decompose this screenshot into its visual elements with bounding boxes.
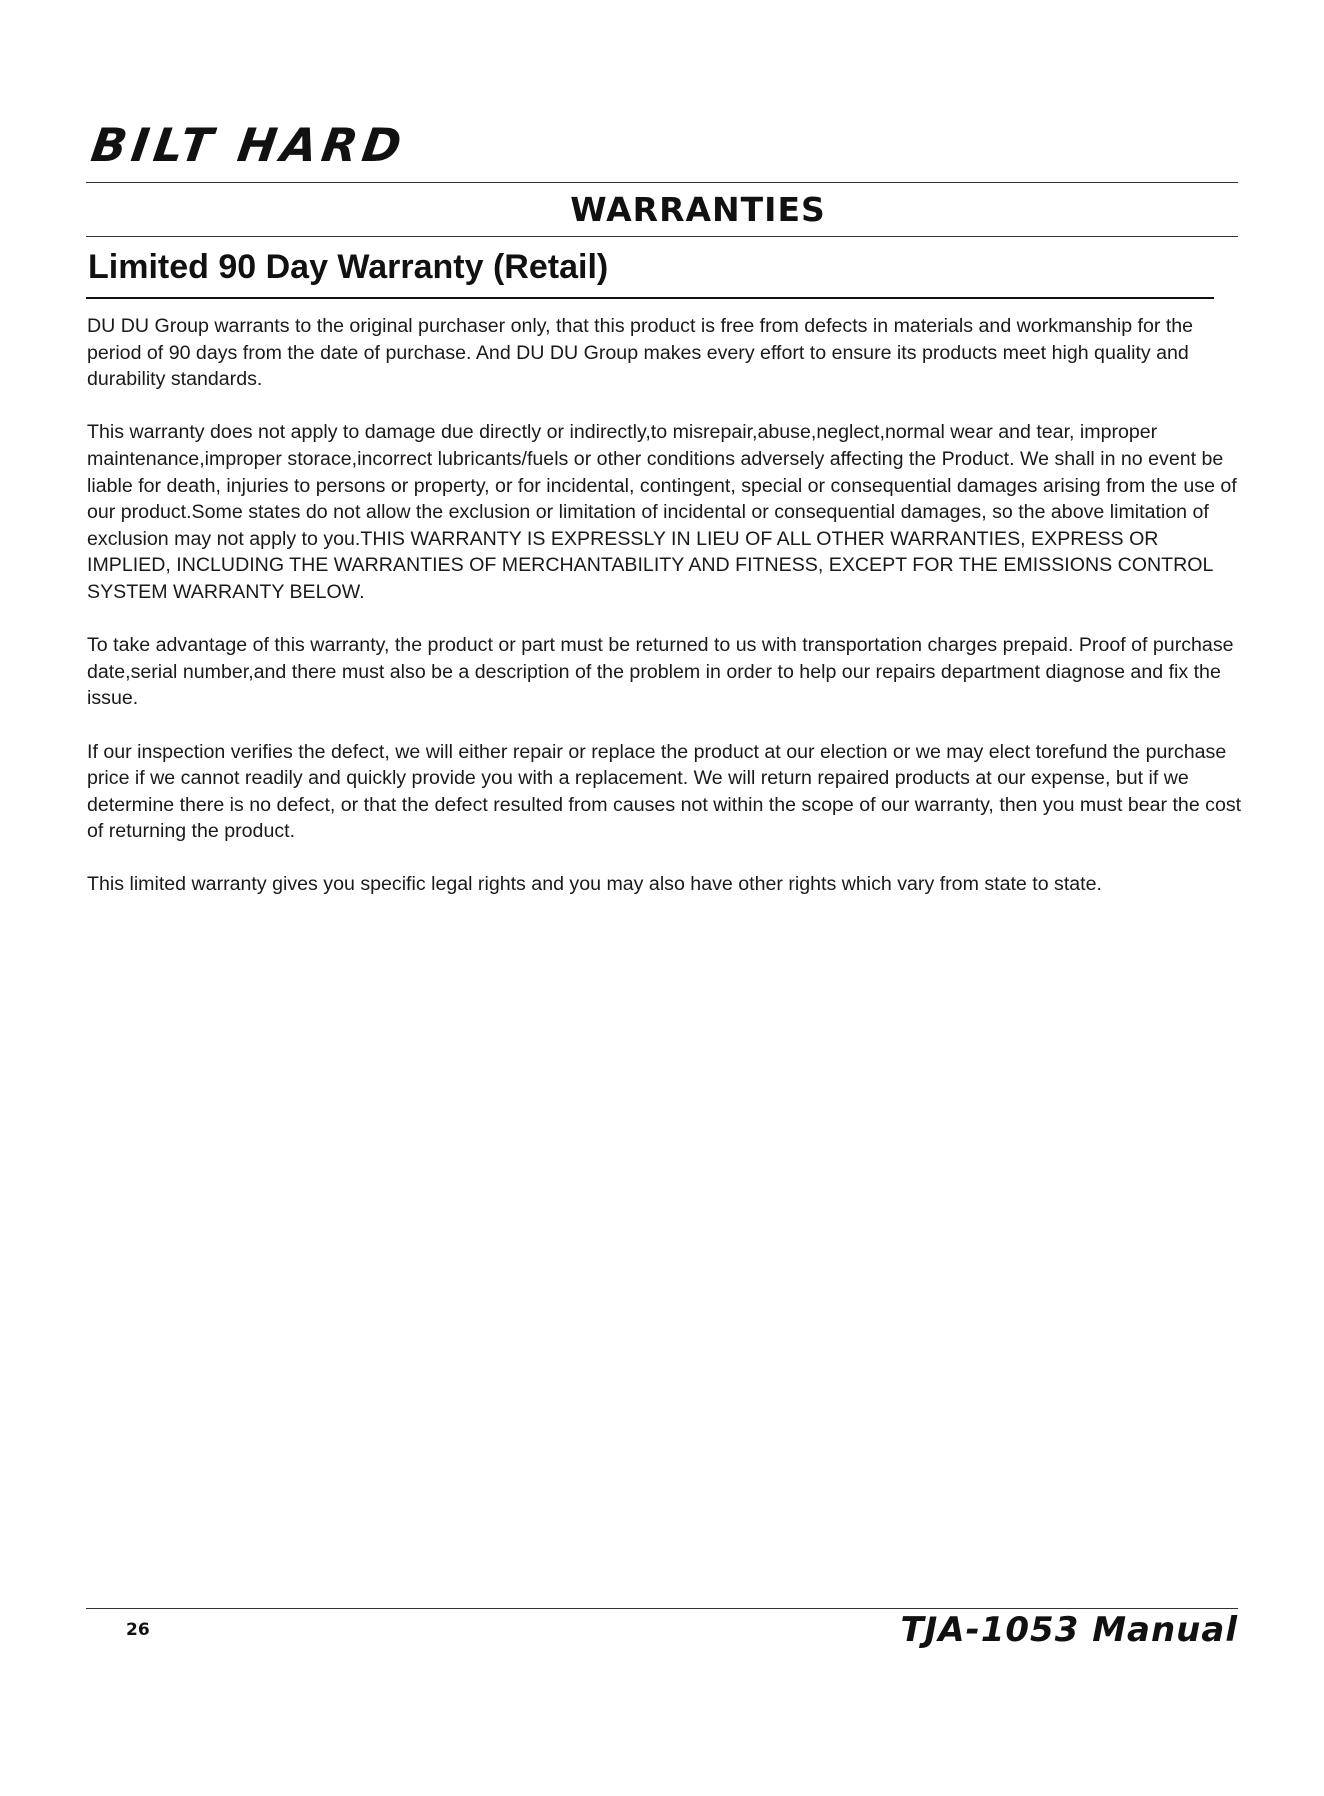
footer-divider (86, 1608, 1238, 1609)
brand-logo: BILT HARD (88, 118, 410, 172)
header-divider-bottom (86, 236, 1238, 237)
page-number: 26 (126, 1620, 150, 1640)
warranty-title: Limited 90 Day Warranty (Retail) (88, 248, 609, 286)
section-title: WARRANTIES (570, 190, 826, 229)
warranty-paragraph: To take advantage of this warranty, the product or part must be returned to us with transportation charges prepaid. Proof of purchase date,serial number,and there must also be a description of the problem in order to help our repairs department diagnose and fix the issue. (87, 634, 1234, 710)
warranty-body (87, 313, 1247, 925)
warranty-paragraph: This limited warranty gives you specific legal rights and you may also have other rights which vary from state to state. (87, 873, 1102, 896)
warranty-paragraph: If our inspection verifies the defect, we will either repair or replace the product at our election or we may elect torefund the purchase price if we cannot readily and quickly provide you with a replacement. We will return repaired products at our expense, but if we determine there is no defect, or that the defect resulted from causes not within the scope of our warranty, then you must bear the cost of returning the product. (87, 740, 1242, 843)
title-underline (86, 297, 1214, 299)
header-divider-top (86, 182, 1238, 183)
manual-title: TJA-1053 Manual (900, 1610, 1238, 1650)
warranty-paragraph: This warranty does not apply to damage due directly or indirectly,to misrepair,abuse,neglect,normal wear and tear, improper maintenance,improper storace,incorrect lubricants/fuels or other conditions adversely affecting the Product. We shall in no event be liable for death, injuries to persons or property, or for incidental, contingent, special or consequential damages arising from the use of our product.Some states do not allow the exclusion or limitation of incidental or consequential damages, so the above limitation of exclusion may not apply to you.THIS WARRANTY IS EXPRESSLY IN LIEU OF ALL OTHER WARRANTIES, EXPRESS OR IMPLIED, INCLUDING THE WARRANTIES OF MERCHANTABILITY AND FITNESS, EXCEPT FOR THE EMISSIONS CONTROL SYSTEM WARRANTY BELOW. (87, 421, 1237, 603)
warranty-paragraph: DU DU Group warrants to the original purchaser only, that this product is free from defects in materials and workmanship for the period of 90 days from the date of purchase. And DU DU Group makes every effort to ensure its products meet high quality and durability standards. (87, 315, 1194, 391)
